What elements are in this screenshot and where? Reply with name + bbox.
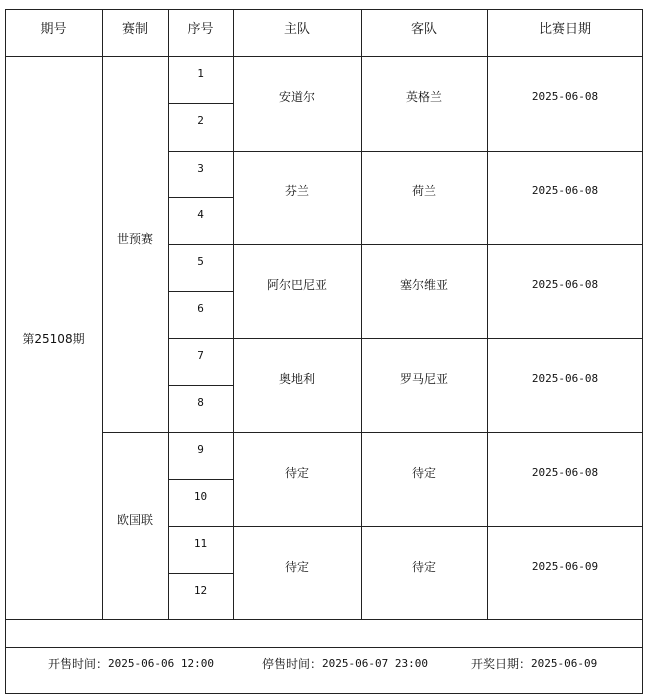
draw-date-label: 开奖日期： <box>471 656 532 671</box>
draw-date-value: 2025-06-09 <box>531 656 598 670</box>
home-team: 奥地利 <box>278 371 315 386</box>
away-team: 待定 <box>411 465 436 480</box>
match-date: 2025-06-08 <box>531 89 599 103</box>
seq-cell: 5 <box>197 255 204 268</box>
seq-cell: 7 <box>197 349 204 362</box>
match-date: 2025-06-08 <box>531 371 599 385</box>
home-team: 阿尔巴尼亚 <box>266 277 327 292</box>
away-team: 待定 <box>411 559 436 574</box>
seq-cell: 8 <box>197 396 204 409</box>
seq-cell: 11 <box>193 537 208 550</box>
divider <box>5 619 643 620</box>
footer-sale-start <box>48 648 228 678</box>
home-team: 芬兰 <box>284 183 309 198</box>
header-date: 比赛日期 <box>538 21 591 37</box>
home-team: 安道尔 <box>278 89 315 104</box>
away-team: 英格兰 <box>405 89 442 104</box>
header-format: 赛制 <box>121 21 148 37</box>
seq-cell: 4 <box>197 208 204 221</box>
header-period: 期号 <box>40 21 67 37</box>
match-date: 2025-06-09 <box>531 559 599 573</box>
seq-cell: 2 <box>197 114 204 127</box>
away-team: 塞尔维亚 <box>399 277 448 292</box>
sale-stop-value: 2025-06-07 23:00 <box>322 656 428 670</box>
seq-cell: 3 <box>197 162 204 175</box>
format-cell: 世预赛 <box>116 231 153 246</box>
home-team: 待定 <box>284 465 309 480</box>
format-cell: 欧国联 <box>116 513 153 527</box>
seq-cell: 1 <box>197 67 204 80</box>
match-date: 2025-06-08 <box>531 277 599 291</box>
away-team: 荷兰 <box>411 183 436 198</box>
match-date: 2025-06-08 <box>531 465 599 479</box>
seq-cell: 10 <box>193 490 208 503</box>
away-team: 罗马尼亚 <box>399 371 448 386</box>
seq-cell: 6 <box>197 302 204 315</box>
home-team: 待定 <box>284 559 309 574</box>
header-seq: 序号 <box>187 21 214 37</box>
sale-start-label: 开售时间： <box>48 656 109 671</box>
header-away: 客队 <box>410 21 437 37</box>
header-home: 主队 <box>283 21 310 37</box>
seq-cell: 9 <box>197 443 204 456</box>
sale-stop-label: 停售时间： <box>262 656 323 671</box>
seq-cell: 12 <box>193 584 208 597</box>
period-cell: 第25108期 <box>22 331 85 346</box>
sale-start-value: 2025-06-06 12:00 <box>108 656 214 670</box>
footer-sale-stop <box>262 648 442 678</box>
match-date: 2025-06-08 <box>531 183 599 197</box>
footer-draw-date <box>471 648 641 678</box>
